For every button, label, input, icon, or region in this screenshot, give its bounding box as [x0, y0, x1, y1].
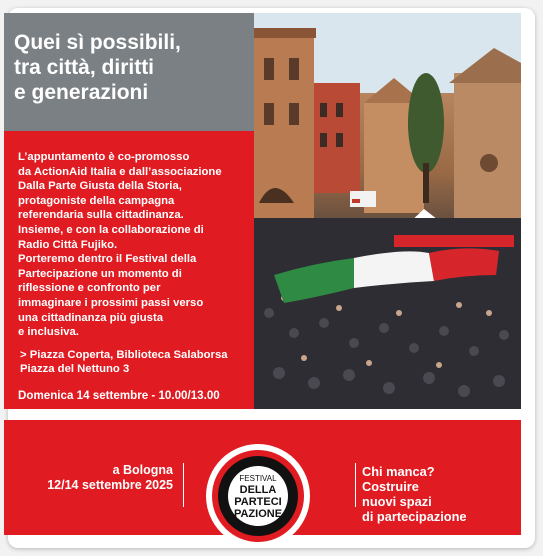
divider-left: [183, 463, 184, 507]
photo-illustration: [254, 13, 521, 409]
logo-line-2: DELLA: [239, 484, 277, 496]
logo-line-1: FESTIVAL: [239, 474, 277, 483]
event-date: Domenica 14 settembre - 10.00/13.00: [18, 389, 220, 402]
city-dates: a Bologna 12/14 settembre 2025: [47, 463, 173, 492]
description-text: L’appuntamento è co-promosso da ActionAid Italia e dall’associazione Dalla Parte Giusta della Storia, protagoniste della campagna referendaria sulla cittadinanza. Insieme, e con la collaborazione di Radio Città Fujiko. Porteremo dentro il Festival della Partecipazione un momento di riflessione e confronto per immaginare i prossimi passi verso una cittadinanza più giusta e inclusiva.: [18, 151, 222, 339]
logo-line-3: PARTECI: [234, 496, 282, 508]
logo-line-4: PAZIONE: [233, 508, 283, 520]
crowd-with-flag-photo: [254, 13, 521, 409]
divider-right: [355, 463, 356, 507]
festival-della-partecipazione-logo: [205, 443, 311, 549]
tagline: Chi manca? Costruire nuovi spazi di partecipazione: [362, 464, 467, 524]
poster-title: Quei sì possibili, tra città, diritti e generazioni: [14, 31, 181, 104]
venue-text: Piazza Coperta, Biblioteca Salaborsa Piazza del Nettuno 3: [20, 349, 228, 375]
venue-marker: >: [20, 349, 27, 361]
venue-info: [20, 348, 256, 376]
